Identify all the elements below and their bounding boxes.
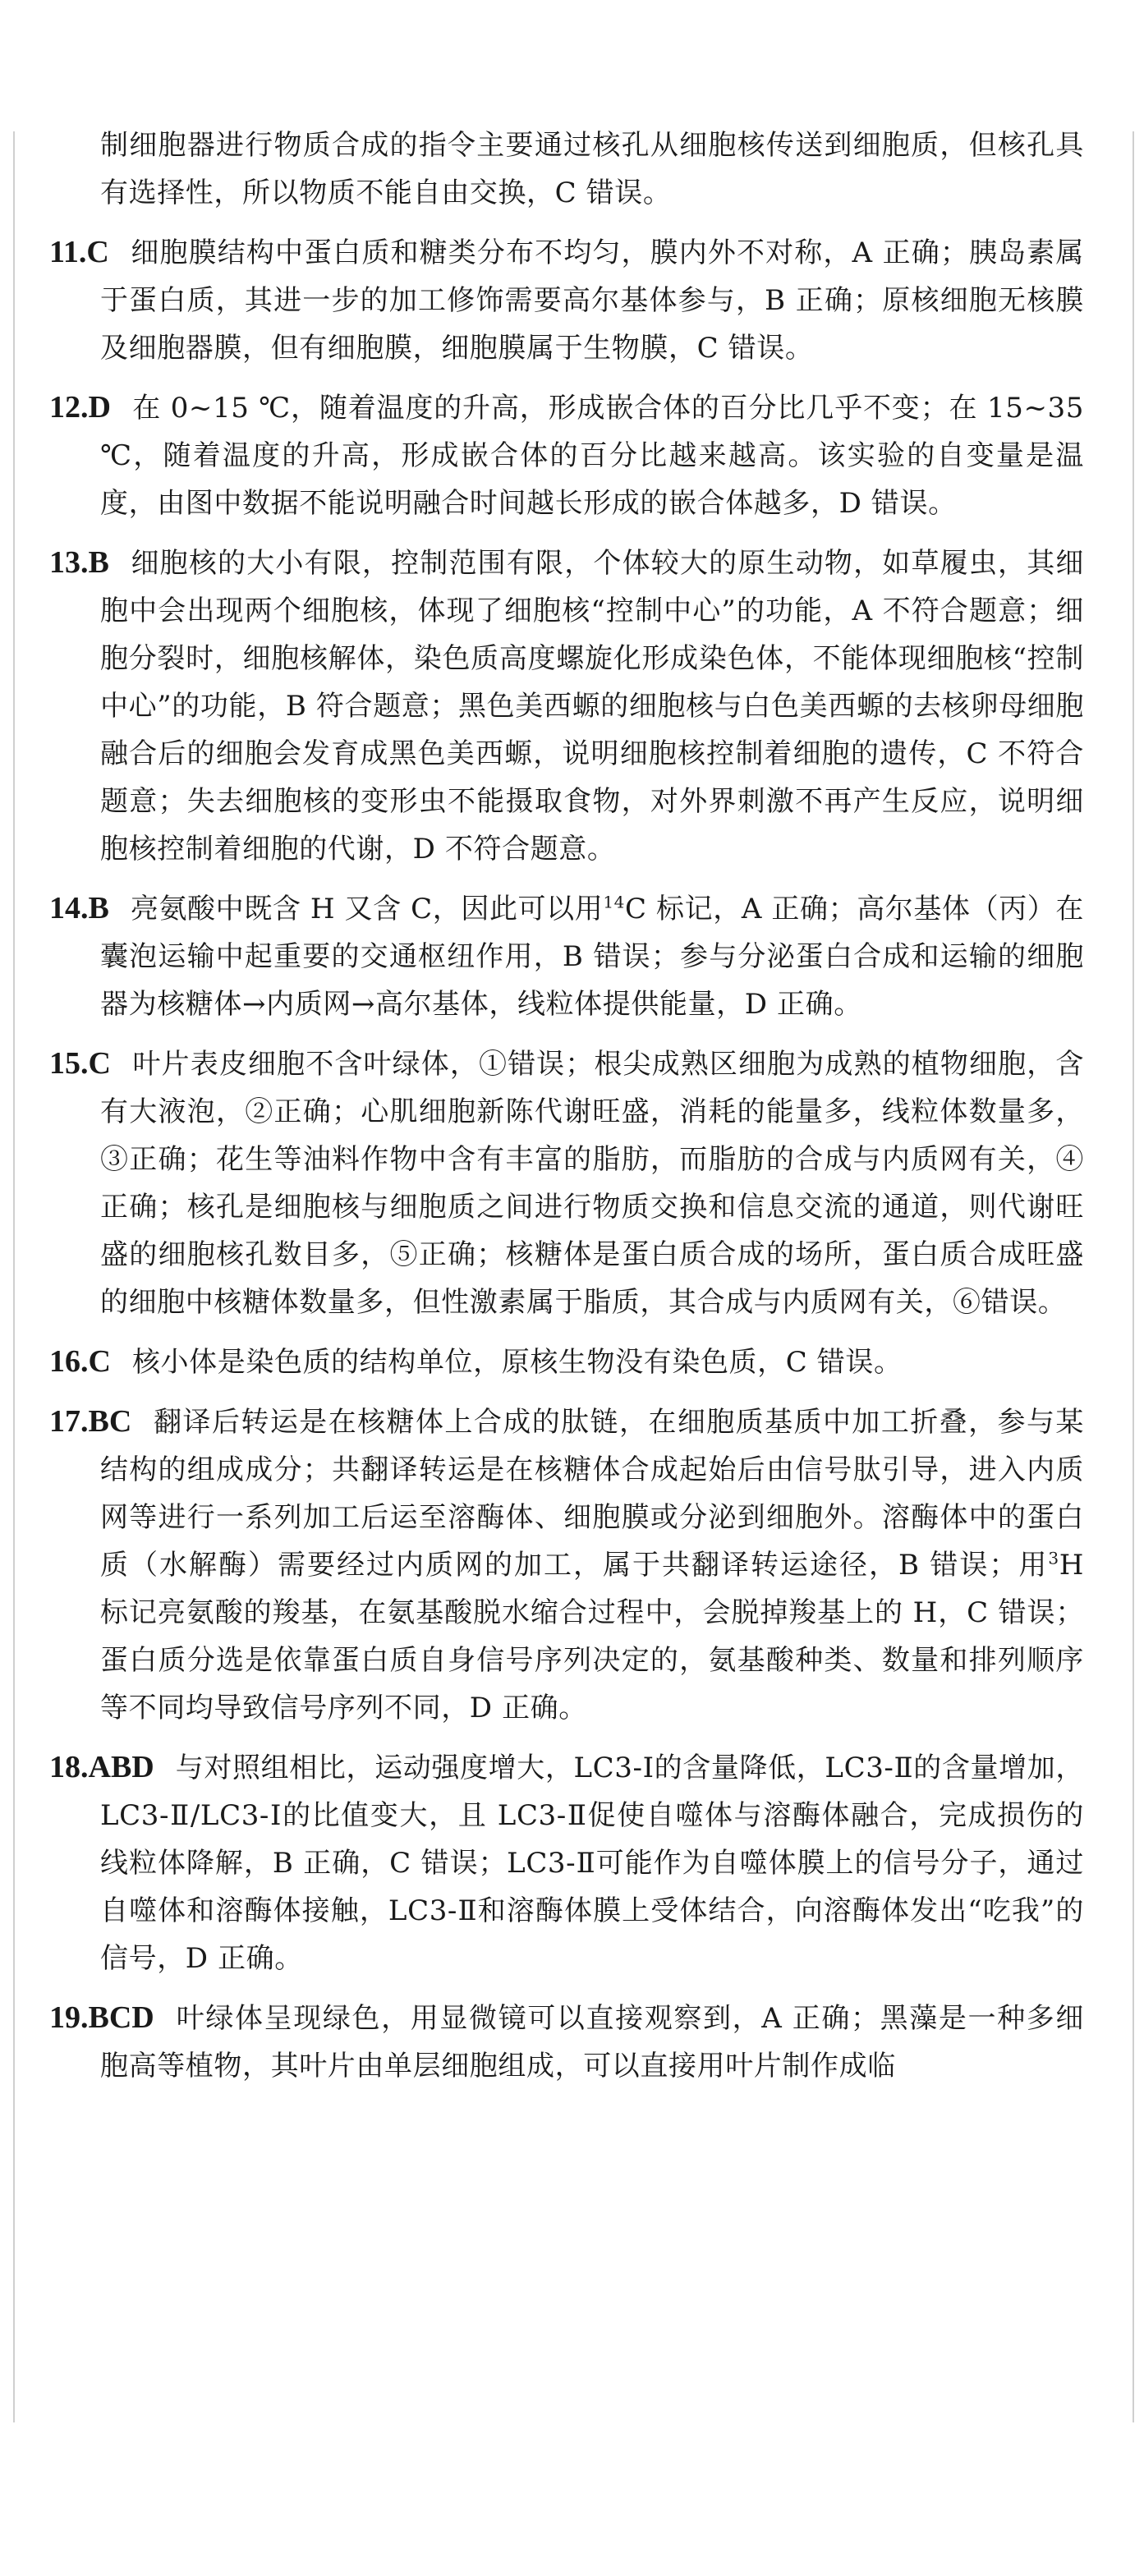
answer-item-11: [49, 228, 1084, 372]
item-answer: C: [86, 235, 109, 269]
item-explanation: 细胞膜结构中蛋白质和糖类分布不均匀，膜内外不对称，A 正确；胰岛素属于蛋白质，其进一步的加工修饰需要高尔基体参与，B 正确；原核细胞无核膜及细胞器膜，但有细胞膜，细胞膜属于生物膜，C 错误。: [100, 236, 1084, 365]
isotope-superscript: 14: [603, 892, 626, 912]
item-number: 13.: [49, 545, 89, 580]
left-margin-line: [13, 131, 15, 2422]
item-answer: BC: [88, 1404, 132, 1439]
answer-item-17: [49, 1398, 1084, 1732]
answer-item-16: [49, 1338, 1084, 1386]
item-number: 18.: [49, 1750, 89, 1784]
item-number: 16.: [49, 1344, 89, 1379]
item-explanation-part-b: H 标记亮氨酸的羧基，在氨基酸脱水缩合过程中，会脱掉羧基上的 H，C 错误；蛋白质分选是依靠蛋白质自身信号序列决定的，氨基酸种类、数量和排列顺序等不同均导致信号序列不同，D 正确。: [100, 1549, 1084, 1724]
item-answer: ABD: [88, 1750, 154, 1784]
item-answer: D: [88, 390, 111, 425]
intro-paragraph: [49, 122, 1084, 217]
item-number: 17.: [49, 1404, 89, 1439]
item-answer: B: [88, 891, 109, 925]
item-explanation: 在 0~15 ℃，随着温度的升高，形成嵌合体的百分比几乎不变；在 15~35 ℃，随着温度的升高，形成嵌合体的百分比越来越高。该实验的自变量是温度，由图中数据不能说明融合时间越长形成的嵌合体越多，D 错误。: [100, 392, 1084, 520]
right-margin-line: [1133, 131, 1134, 2422]
item-explanation: 细胞核的大小有限，控制范围有限，个体较大的原生动物，如草履虫，其细胞中会出现两个细胞核，体现了细胞核“控制中心”的功能，A 不符合题意；细胞分裂时，细胞核解体，染色质高度螺旋化形成染色体，不能体现细胞核“控制中心”的功能，B 符合题意；黑色美西螈的细胞核与白色美西螈的去核卵母细胞融合后的细胞会发育成黑色美西螈，说明细胞核控制着细胞的遗传，C 不符合题意；失去细胞核的变形虫不能摄取食物，对外界刺激不再产生反应，说明细胞核控制着细胞的代谢，D 不符合题意。: [100, 547, 1084, 866]
item-explanation-part-a: 翻译后转运是在核糖体上合成的肽链，在细胞质基质中加工折叠，参与某结构的组成成分；共翻译转运是在核糖体合成起始后由信号肽引导，进入内质网等进行一系列加工后运至溶酶体、细胞膜或分泌到细胞外。溶酶体中的蛋白质（水解酶）需要经过内质网的加工，属于共翻译转运途径，B 错误；用: [100, 1406, 1084, 1582]
item-number: 12.: [49, 390, 89, 425]
intro-text: 制细胞器进行物质合成的指令主要通过核孔从细胞核传送到细胞质，但核孔具有选择性，所以物质不能自由交换，C 错误。: [100, 129, 1084, 209]
item-answer: C: [88, 1344, 111, 1379]
item-number: 15.: [49, 1046, 89, 1081]
answer-item-12: [49, 383, 1084, 527]
item-answer: C: [88, 1046, 111, 1081]
item-explanation: 核小体是染色质的结构单位，原核生物没有染色质，C 错误。: [131, 1346, 903, 1379]
answer-item-15: [49, 1040, 1084, 1326]
item-explanation: 与对照组相比，运动强度增大，LC3-Ⅰ的含量降低，LC3-Ⅱ的含量增加，LC3-Ⅱ/LC3-Ⅰ的比值变大，且 LC3-Ⅱ促使自噬体与溶酶体融合，完成损伤的线粒体降解，B 正确，C 错误；LC3-Ⅱ可能作为自噬体膜上的信号分子，通过自噬体和溶酶体接触，LC3-Ⅱ和溶酶体膜上受体结合，向溶酶体发出“吃我”的信号，D 正确。: [100, 1752, 1084, 1975]
answer-item-14: [49, 884, 1084, 1028]
item-number: 14.: [49, 891, 89, 925]
item-explanation-part-a: 亮氨酸中既含 H 又含 C，因此可以用: [130, 893, 604, 925]
item-answer: B: [88, 545, 109, 580]
item-explanation-part-b: C 标记，A 正确；高尔基体（丙）在囊泡运输中起重要的交通枢纽作用，B 错误；参与分泌蛋白合成和运输的细胞器为核糖体→内质网→高尔基体，线粒体提供能量，D 正确。: [100, 893, 1084, 1021]
item-number: 11.: [49, 235, 87, 269]
item-answer: BCD: [88, 2000, 154, 2035]
isotope-superscript: 3: [1048, 1548, 1059, 1568]
answer-item-13: [49, 539, 1084, 873]
answer-item-19: [49, 1994, 1084, 2090]
answer-content: [49, 122, 1084, 2101]
item-explanation: 叶片表皮细胞不含叶绿体，①错误；根尖成熟区细胞为成熟的植物细胞，含有大液泡，②正确；心肌细胞新陈代谢旺盛，消耗的能量多，线粒体数量多，③正确；花生等油料作物中含有丰富的脂肪，而脂肪的合成与内质网有关，④正确；核孔是细胞核与细胞质之间进行物质交换和信息交流的通道，则代谢旺盛的细胞核孔数目多，⑤正确；核糖体是蛋白质合成的场所，蛋白质合成旺盛的细胞中核糖体数量多，但性激素属于脂质，其合成与内质网有关，⑥错误。: [100, 1048, 1084, 1319]
item-explanation: 叶绿体呈现绿色，用显微镜可以直接观察到，A 正确；黑藻是一种多细胞高等植物，其叶片由单层细胞组成，可以直接用叶片制作成临: [100, 2002, 1084, 2082]
item-number: 19.: [49, 2000, 89, 2035]
answer-item-18: [49, 1743, 1084, 1982]
